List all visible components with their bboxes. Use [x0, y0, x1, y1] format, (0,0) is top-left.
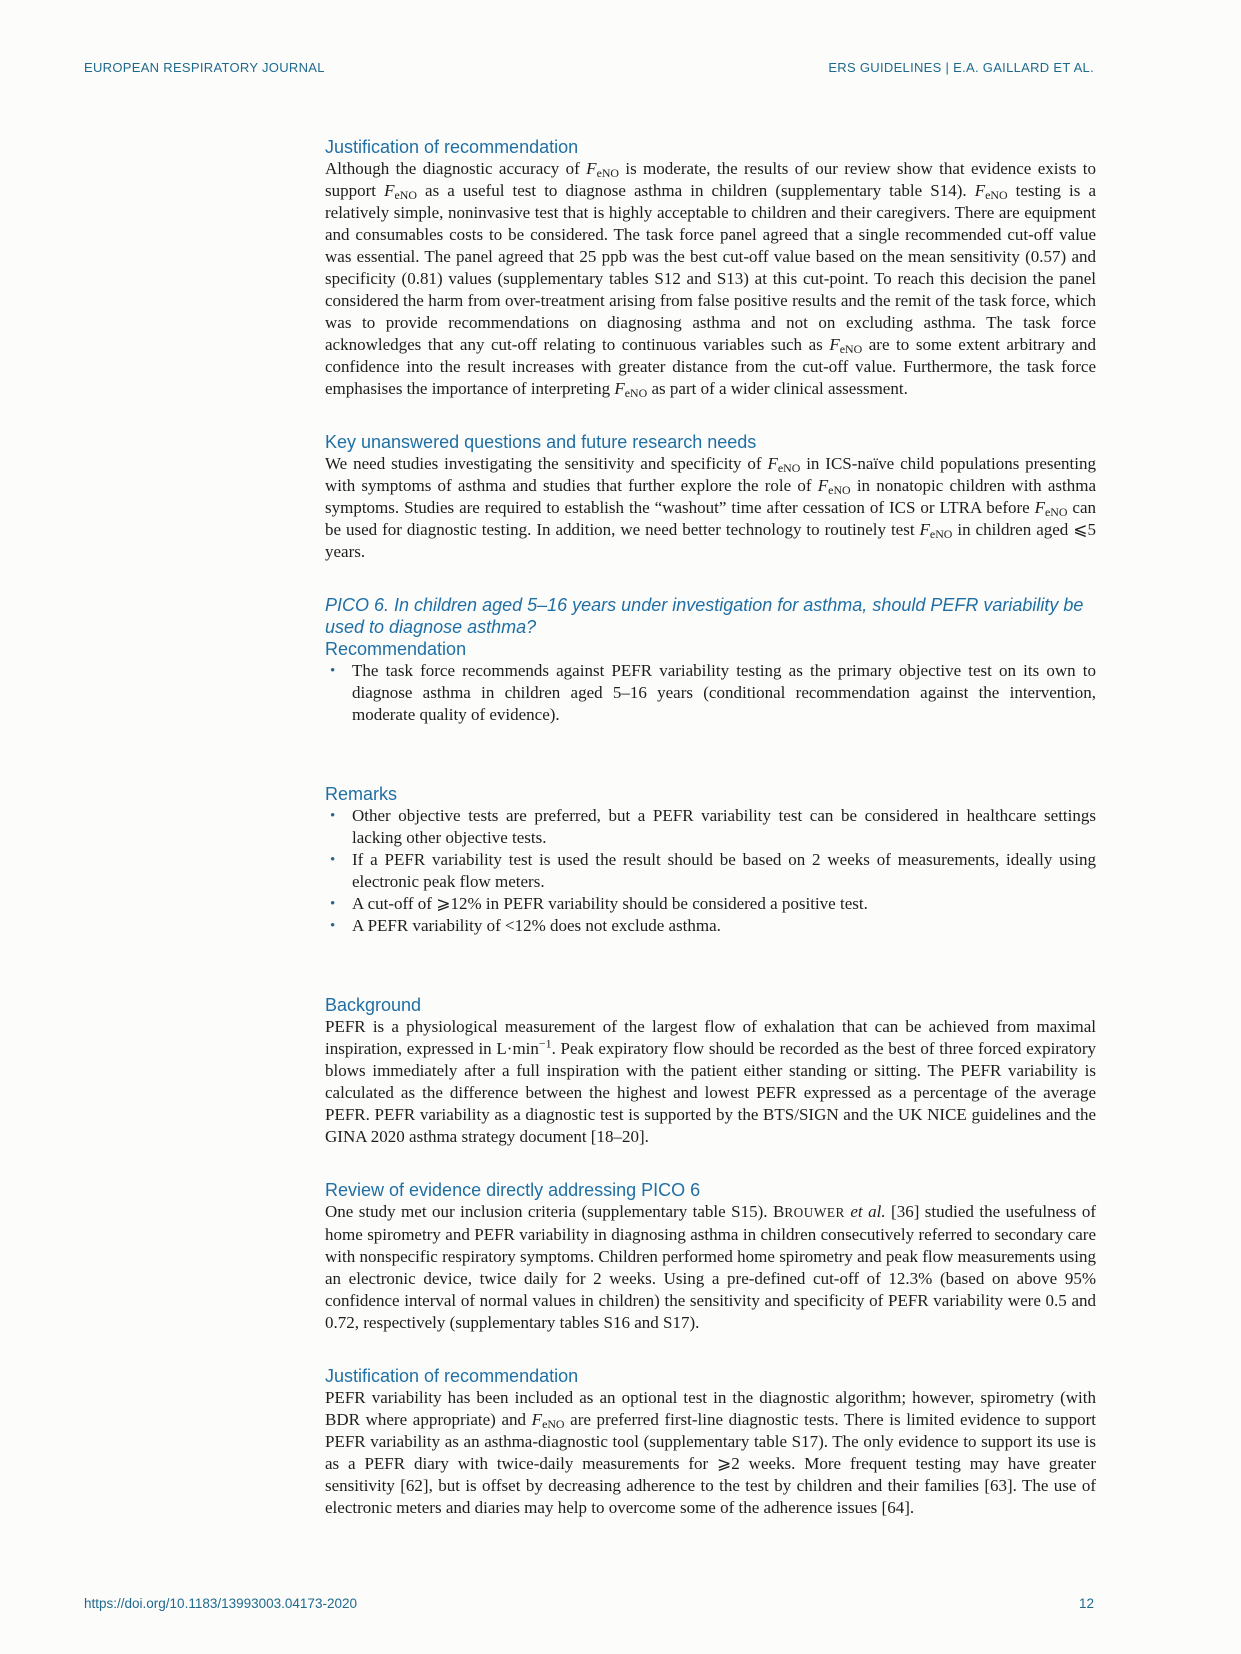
feno-symbol: $F_{eNO}$	[767, 454, 801, 475]
bullet-list	[325, 805, 1096, 937]
feno-symbol: $F_{eNO}$	[919, 520, 953, 541]
feno-symbol: $F_{eNO}$	[817, 476, 851, 497]
paragraph: One study met our inclusion criteria (supplementary table S15). BROUWER et al. [36] studied the usefulness of home spirometry and PEFR variability in diagnosing asthma in children consecutively referred to secondary care with nonspecific respiratory symptoms. Children performed home spirometry and peak flow measurements using an electronic device, twice daily for 2 weeks. Using a pre-defined cut-off of 12.3% (based on above 95% confidence interval of normal values in children) the sensitivity and specificity of PEFR variability were 0.5 and 0.72, respectively (supplementary tables S16 and S17).	[325, 1202, 1097, 1332]
section-heading: Remarks	[325, 784, 398, 804]
page-number: 12	[1078, 1596, 1094, 1611]
section-heading: Background	[325, 995, 422, 1015]
running-header	[84, 60, 1094, 75]
paragraph: We need studies investigating the sensitivity and specificity of $F_{eNO}$ in ICS-naïve child populations presenting with symptoms of asthma and studies that further explore the role of $F_{eNO}$ in nonatopic children with asthma symptoms. Studies are required to establish the “washout” time after cessation of ICS or LTRA before $F_{eNO}$ can be used for diagnostic testing. In addition, we need better technology to routinely test $F_{eNO}$ in children aged ⩽5 years.	[325, 454, 1097, 561]
feno-symbol: $F_{eNO}$	[384, 181, 417, 202]
feno-symbol: $F_{eNO}$	[1034, 498, 1068, 519]
section-heading: Justification of recommendation	[325, 1366, 579, 1386]
section-heading: Key unanswered questions and future research needs	[325, 432, 757, 452]
paragraph: PEFR variability has been included as an optional test in the diagnostic algorithm; however, spirometry (with BDR where appropriate) and $F_{eNO}$ are preferred first-line diagnostic tests. There is limited evidence to support PEFR variability as an asthma-diagnostic tool (supplementary table S17). The only evidence to support its use is as a PEFR diary with twice-daily measurements for ⩾2 weeks. More frequent testing may have greater sensitivity [62], but is offset by decreasing adherence to the test by children and their families [63]. The use of electronic meters and diaries may help to overcome some of the adherence issues [64].	[325, 1388, 1096, 1517]
bullet-item: • A cut-off of ⩾12% in PEFR variability should be considered a positive test.	[325, 893, 1096, 915]
feno-symbol: $F_{eNO}$	[614, 379, 648, 400]
bullet-item: • A PEFR variability of <12% does not exclude asthma.	[325, 915, 1096, 937]
bullet-item: • Other objective tests are preferred, but a PEFR variability test can be considered in healthcare settings lacking other objective tests.	[325, 805, 1096, 849]
doi-link[interactable]: https://doi.org/10.1183/13993003.04173-2020	[84, 1596, 357, 1611]
feno-symbol: $F_{eNO}$	[974, 181, 1008, 202]
journal-name: EUROPEAN RESPIRATORY JOURNAL	[84, 60, 325, 75]
feno-symbol: $F_{eNO}$	[586, 159, 620, 180]
paragraph: Although the diagnostic accuracy of $F_{eNO}$ is moderate, the results of our review show that evidence exists to support $F_{eNO}$ as a useful test to diagnose asthma in children (supplementary table S14). $F_{eNO}$ testing is a relatively simple, noninvasive test that is highly acceptable to children and their caregivers. There are equipment and consumables costs to be considered. The task force panel agreed that a single recommended cut-off value was essential. The panel agreed that 25 ppb was the best cut-off value based on the mean sensitivity (0.57) and specificity (0.81) values (supplementary tables S12 and S13) at this cut-point. To reach this decision the panel considered the harm from over-treatment arising from false positive results and the remit of the task force, which was to provide recommendations on diagnosing asthma and not on excluding asthma. The task force acknowledges that any cut-off relating to continuous variables such as $F_{eNO}$ are to some extent arbitrary and confidence into the result increases with greater distance from the cut-off value. Furthermore, the task force emphasises the importance of interpreting $F_{eNO}$ as part of a wider clinical assessment.	[325, 159, 1097, 400]
section-heading: Review of evidence directly addressing PICO 6	[325, 1180, 701, 1200]
article-body	[325, 136, 1096, 1519]
paragraph: PEFR is a physiological measurement of the largest flow of exhalation that can be achieved from maximal inspiration, expressed in $L\cdot\min^{-1}$. Peak expiratory flow should be recorded as the best of three forced expiratory blows immediately after a full inspiration with the patient either standing or sitting. The PEFR variability is calculated as the difference between the highest and lowest PEFR expressed as a percentage of the average PEFR. PEFR variability as a diagnostic test is supported by the BTS/SIGN and the UK NICE guidelines and the GINA 2020 asthma strategy document [18–20].	[325, 1017, 1096, 1146]
feno-symbol: $F_{eNO}$	[531, 1410, 565, 1431]
pico-question-heading: PICO 6. In children aged 5–16 years under investigation for asthma, should PEFR variability be used to diagnose asthma?	[325, 595, 1084, 637]
running-footer	[84, 1596, 1094, 1611]
section-heading: Justification of recommendation	[325, 137, 579, 157]
section-heading: Recommendation	[325, 639, 467, 659]
bullet-item: • If a PEFR variability test is used the result should be based on 2 weeks of measurements, ideally using electronic peak flow meters.	[325, 849, 1096, 893]
running-head: ERS GUIDELINES | E.A. GAILLARD ET AL.	[828, 60, 1094, 75]
bullet-list	[325, 660, 1096, 726]
feno-symbol: $F_{eNO}$	[829, 335, 863, 356]
section-gap	[325, 726, 1096, 752]
section-gap	[325, 937, 1096, 963]
bullet-item: • The task force recommends against PEFR variability testing as the primary objective test on its own to diagnose asthma in children aged 5–16 years (conditional recommendation against the intervention, moderate quality of evidence).	[325, 660, 1096, 726]
